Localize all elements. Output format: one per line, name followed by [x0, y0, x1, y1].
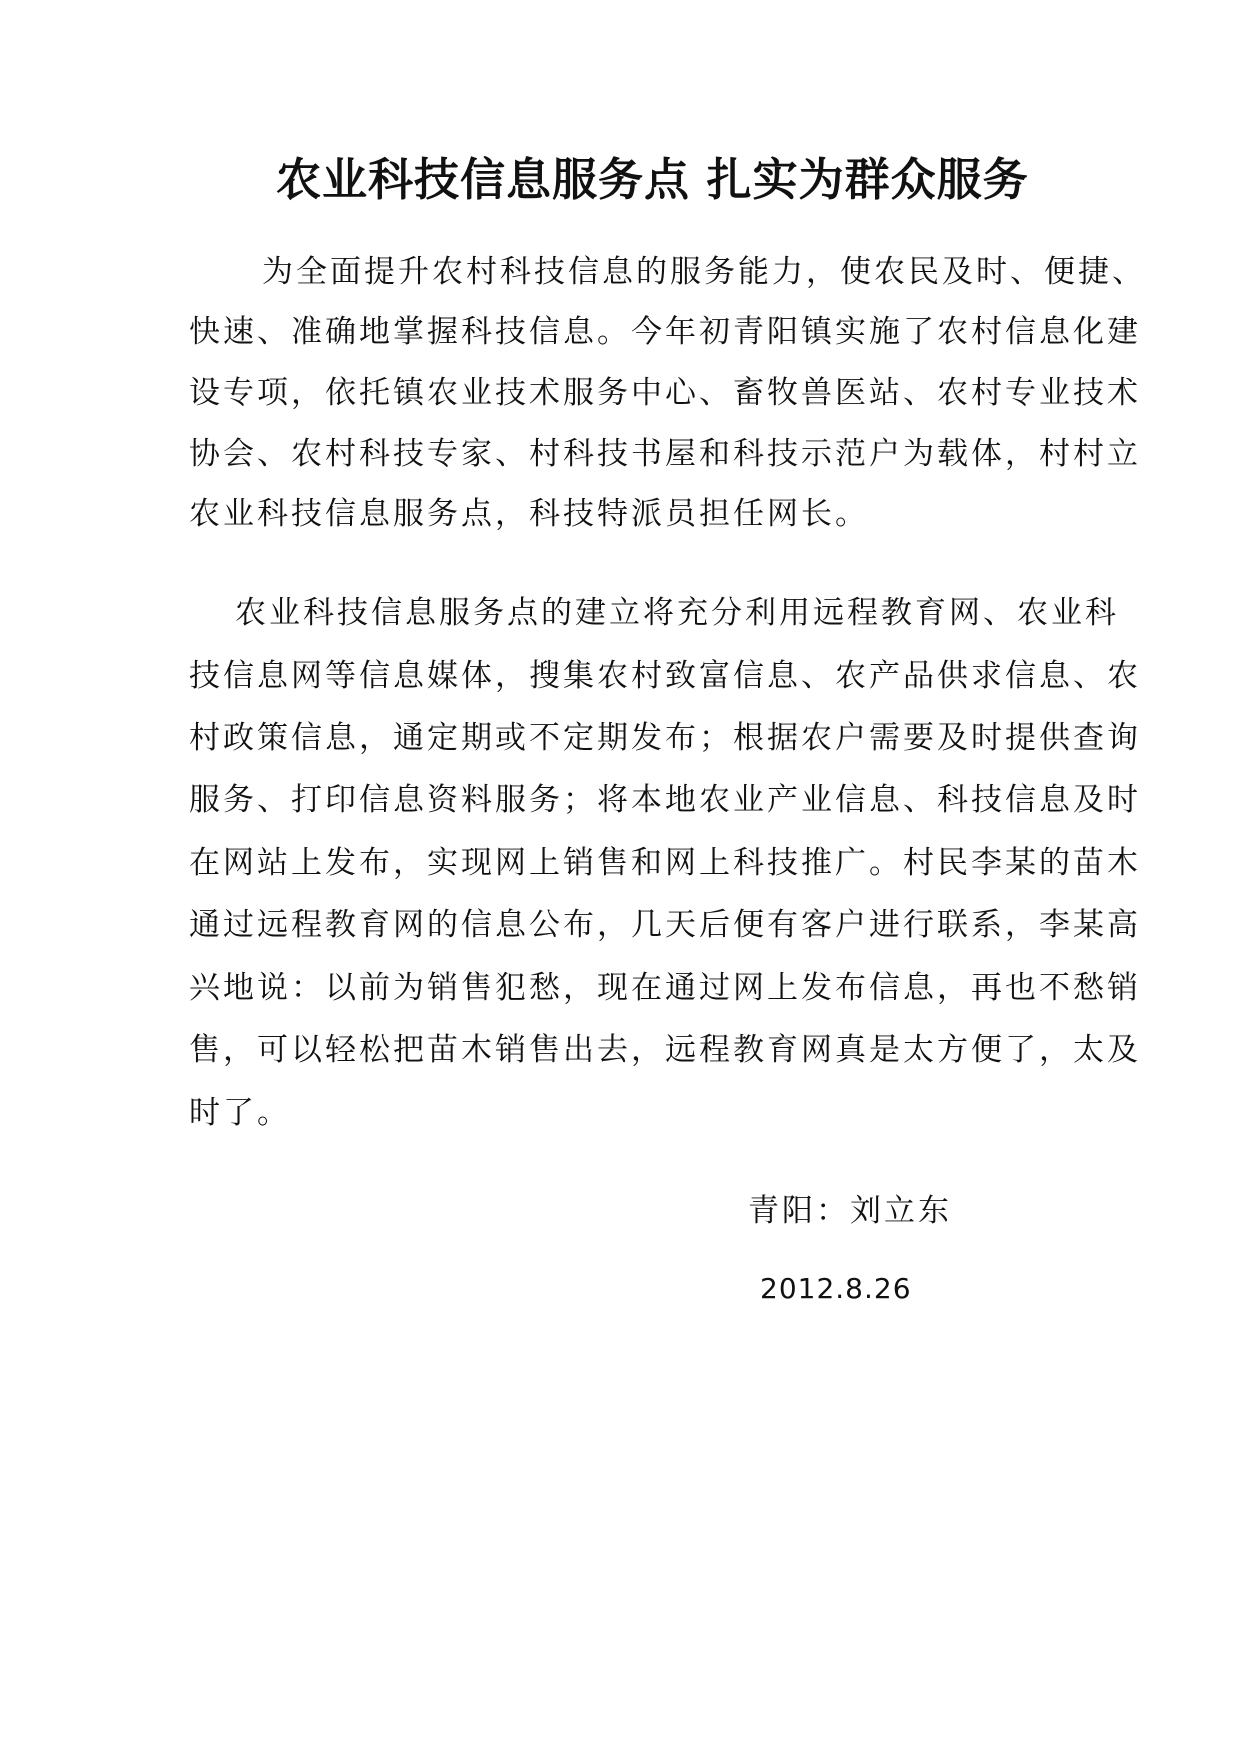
- paragraph-line: 兴地说：以前为销售犯愁，现在通过网上发布信息，再也不愁销: [189, 970, 1141, 1006]
- paragraph-line: 时了。: [189, 1095, 291, 1131]
- paragraph-line: 协会、农村科技专家、村科技书屋和科技示范户为载体，村村立: [189, 436, 1141, 472]
- paragraph-line: 为全面提升农村科技信息的服务能力，使农民及时、便捷、: [262, 254, 1146, 290]
- paragraph-line: 村政策信息，通定期或不定期发布；根据农户需要及时提供查询: [189, 720, 1141, 756]
- paragraph-line: 通过远程教育网的信息公布，几天后便有客户进行联系，李某高: [189, 907, 1141, 943]
- paragraph-line: 快速、准确地掌握科技信息。今年初青阳镇实施了农村信息化建: [189, 314, 1141, 350]
- document-title: 农业科技信息服务点 扎实为群众服务: [276, 153, 1029, 206]
- paragraph-line: 农业科技信息服务点的建立将充分利用远程教育网、农业科: [235, 595, 1119, 631]
- signature: 青阳：刘立东: [748, 1193, 952, 1229]
- paragraph-line: 售，可以轻松把苗木销售出去，远程教育网真是太方便了，太及: [189, 1032, 1141, 1068]
- document-date: 2012.8.26: [760, 1272, 912, 1305]
- paragraph-line: 设专项，依托镇农业技术服务中心、畜牧兽医站、农村专业技术: [189, 375, 1141, 411]
- paragraph-line: 在网站上发布，实现网上销售和网上科技推广。村民李某的苗木: [189, 845, 1141, 881]
- paragraph-line: 服务、打印信息资料服务；将本地农业产业信息、科技信息及时: [189, 782, 1141, 818]
- paragraph-line: 农业科技信息服务点，科技特派员担任网长。: [189, 496, 869, 532]
- paragraph-line: 技信息网等信息媒体，搜集农村致富信息、农产品供求信息、农: [189, 658, 1141, 694]
